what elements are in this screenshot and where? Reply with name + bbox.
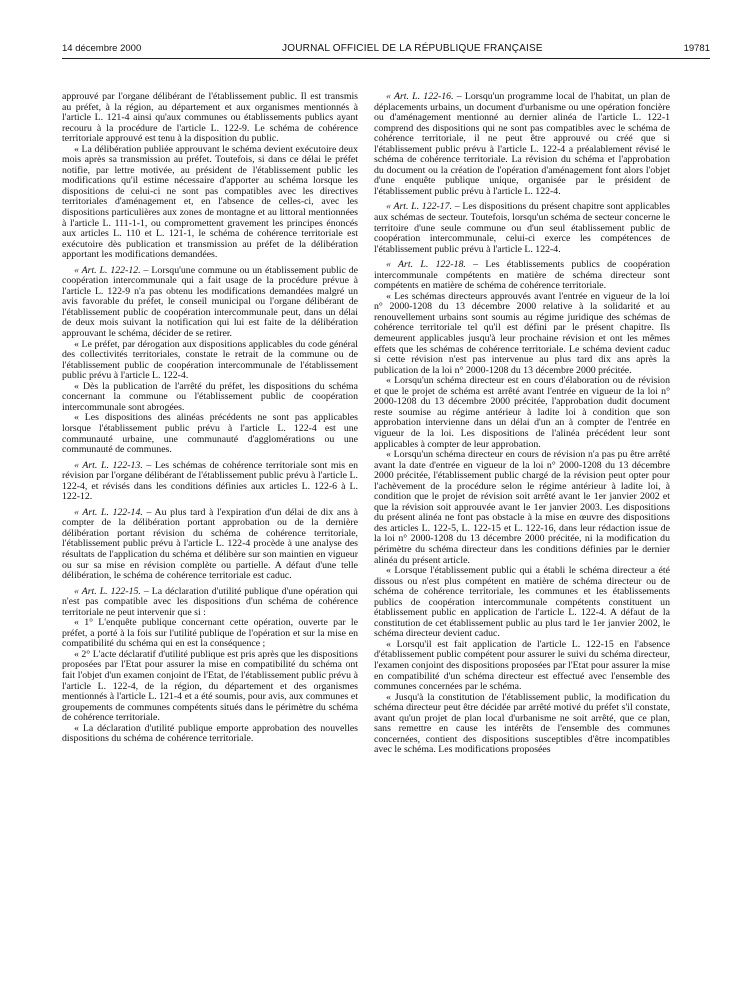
paragraph [374,260,670,292]
paragraph [374,693,670,756]
paragraph [62,587,358,619]
paragraph-text: – Lorsqu'une commune ou un établissement public de coopération intercommunale qui a fait usage de la procédure prévue à l'article L. 122-9 n'a pas obtenu les modifications demandées malgré un avis favorable du préfet, le conseil municipal ou l'organe délibérant de l'établissement public de coopération intercommunale peut, dans un délai de deux mois suivant la notification qui lui est faite de la délibération approuvant le schéma, décider de se retirer. [62,264,359,340]
paragraph-text: – Lorsqu'un programme local de l'habitat, un plan de déplacements urbains, un document d'urbanisme ou une opération foncière ou d'aménagement mentionné au dernier alinéa de l'article L. 122-1 comprend des dispositions qui ne sont pas compatibles avec le schéma de cohérence territoriale, il ne peut être approuvé ou créé que si l'établissement public prévu à l'article L. 122-4 a préalablement révisé le schéma de cohérence territoriale. La révision du schéma et l'approbation du document ou la création de l'opération d'aménagement font alors l'objet d'une enquête publique unique, organisée par le président de l'établissement public prévu à l'article L. 122-4. [374,91,670,197]
paragraph-text: « Dès la publication de l'arrêté du préfet, les dispositions du schéma concernant la commune ou l'établissement public de coopération intercommunale sont abrogées. [62,380,358,413]
paragraph [374,376,670,450]
paragraph [62,413,358,455]
article-number: « Art. L. 122-17. [386,201,453,213]
paragraph-text: « Les schémas directeurs approuvés avant l'entrée en vigueur de la loi n° 2000-1208 du 13 décembre 2000 relative à la solidarité et au renouvellement urbains sont soumis au régime juridique des schémas de cohérence territoriale tel qu'il est défini par le présent chapitre. Ils demeurent applicables jusqu'à leur prochaine révision et ont les mêmes effets que les schémas de cohérence territoriale. Le schéma devient caduc si cette révision n'est pas intervenue au plus tard dix ans après la publication de la loi n° 2000-1208 du 13 décembre 2000 précitée. [374,290,670,376]
paragraph-text: « La déclaration d'utilité publique emporte approbation des nouvelles dispositions du schéma de cohérence territoriale. [62,722,358,745]
paragraph [374,640,670,693]
article-number: « Art. L. 122-15. [74,585,141,597]
right-column [374,92,670,756]
paragraph-text: – Les dispositions du présent chapitre sont applicables aux schémas de secteur. Toutefois, lorsqu'un schéma de secteur concerne le territoire d'une seule commune ou d'un seul établissement public de coopération intercommunale, celui-ci exerce les compétences de l'établissement public prévu à l'article L. 122-4. [374,201,670,255]
paragraph [62,618,358,650]
paragraph-text: « La délibération publiée approuvant le schéma devient exécutoire deux mois après sa transmission au préfet. Toutefois, si dans ce délai le préfet notifie, par lettre motivée, au président de l'établissement public les modifications qu'il estime nécessaire d'apporter au schéma lorsque les dispositions de celui-ci ne sont pas compatibles avec les directives territoriales d'aménagement et, en l'absence de celles-ci, avec les dispositions particulières aux zones de montagne et au littoral mentionnées à l'article L. 111-1-1, ou compromettent gravement les principes énoncés aux articles L. 110 et L. 121-1, le schéma de cohérence territoriale est exécutoire dès publication et transmission au préfet de la délibération apportant les modifications demandées. [62,143,358,261]
paragraph [374,92,670,197]
paragraph [62,382,358,414]
paragraph-text: « Le préfet, par dérogation aux dispositions applicables du code général des collectivités territoriales, constate le retrait de la commune ou de l'établissement public de coopération intercommunale de l'établissement public prévu à l'article L. 122-4. [62,338,358,382]
paragraph [374,450,670,566]
paragraph-text: – Les établissements publics de coopération intercommunale compétents en matière de schéma directeur sont compétents en matière de schéma de cohérence territoriale. [374,259,670,292]
paragraph [62,650,358,724]
paragraph [374,566,670,640]
paragraph [374,202,670,255]
paragraph-text: « Lorsqu'un schéma directeur est en cours d'élaboration ou de révision et que le projet de schéma est arrêté avant l'entrée en vigueur de la loi n° 2000-1208 du 13 décembre 2000 précitée, l'approbation dudit document reste soumise au régime antérieur à ladite loi à condition que son approbation intervienne dans un délai d'un an à compter de l'entrée en vigueur de la loi. Les dispositions de l'alinéa précédent leur sont applicables à compter de leur approbation. [374,375,670,450]
header-rule [62,58,710,59]
paragraph-text: « Lorsqu'il est fait application de l'article L. 122-15 en l'absence d'établissement public compétent pour assurer le suivi du schéma directeur, l'examen conjoint des dispositions proposées par l'Etat pour assurer la mise en compatibilité d'un schéma directeur est effectué avec l'ensemble des communes concernées par le schéma. [374,638,670,693]
page-number: 19781 [683,42,710,54]
paragraph [62,340,358,382]
paragraph [62,508,358,582]
article-number: « Art. L. 122-14. [74,506,143,518]
paragraph-text: « 2° L'acte déclaratif d'utilité publique est pris après que les dispositions proposées par l'Etat pour assurer la mise en compatibilité du schéma ont fait l'objet d'un examen conjoint de l'Etat, de l'établissement public prévu à l'article L. 122-4, de la région, du département et des organismes mentionnés à l'article L. 121-4 et a été soumis, pour avis, aux communes et groupements de communes compétents situés dans le périmètre du schéma de cohérence territoriale. [62,648,358,724]
journal-title: JOURNAL OFFICIEL DE LA RÉPUBLIQUE FRANÇAISE [282,42,543,54]
paragraph [374,292,670,376]
paragraph [62,461,358,503]
article-number: « Art. L. 122-12. [74,264,141,276]
paragraph-text: – Au plus tard à l'expiration d'un délai de dix ans à compter de la délibération portant approbation ou de la dernière délibération portant révision du schéma de cohérence territoriale, l'établissement public prévu à l'article L. 122-4 procède à une analyse des résultats de l'application du schéma et délibère sur son maintien en vigueur ou sur sa mise en révision complète ou partielle. A défaut d'une telle délibération, le schéma de cohérence territoriale est caduc. [62,506,358,582]
paragraph-text: « 1° L'enquête publique concernant cette opération, ouverte par le préfet, a porté à la fois sur l'utilité publique de l'opération et sur la mise en compatibilité du schéma qui en est la conséquence ; [62,617,358,650]
paragraph-text: « Lorsque l'établissement public qui a établi le schéma directeur a été dissous ou n'est plus compétent en matière de schéma directeur ou de schéma de cohérence territoriale, les communes et les établissements publics de coopération intercommunale compétents constituent un établissement public en application de l'article L. 122-4. A défaut de la constitution de cet établissement public au plus tard le 1er janvier 2002, le schéma directeur devient caduc. [374,565,670,640]
left-column [62,92,358,745]
paragraph [62,92,358,145]
header-date: 14 décembre 2000 [62,42,142,54]
paragraph-text: « Les dispositions des alinéas précédents ne sont pas applicables lorsque l'établissement public prévu à l'article L. 122-4 est une communauté urbaine, une communauté d'agglomérations ou une communauté de communes. [62,412,358,456]
article-number: « Art. L. 122-13. [74,459,143,471]
paragraph-text: – Les schémas de cohérence territoriale sont mis en révision par l'organe délibérant de l'établissement public prévu à l'article L. 122-4, et révisés dans les conditions définies aux articles L. 122-6 à L. 122-12. [62,459,358,503]
paragraph-text: – La déclaration d'utilité publique d'une opération qui n'est pas compatible avec les dispositions d'un schéma de cohérence territoriale ne peut intervenir que si : [62,585,359,618]
page-header [62,40,710,56]
article-number: « Art. L. 122-16. [386,91,454,102]
paragraph-text: approuvé par l'organe délibérant de l'établissement public. Il est transmis au préfet, à la région, au département et aux organismes mentionnés à l'article L. 121-4 ainsi qu'aux communes ou établissements publics ayant recouru à la procédure de l'article L. 122-9. Le schéma de cohérence territoriale approuvé est tenu à la disposition du public. [62,91,358,145]
paragraph [62,145,358,261]
paragraph-text: « Jusqu'à la constitution de l'établissement public, la modification du schéma directeur peut être décidée par arrêté motivé du préfet s'il constate, avant qu'un projet de plan local d'urbanisme ne soit arrêté, que ce plan, sans remettre en cause les intérêts de l'ensemble des communes concernées, contient des dispositions susceptibles d'être incompatibles avec le schéma. Les modifications proposées [374,691,670,756]
paragraph [62,724,358,745]
paragraph-text: « Lorsqu'un schéma directeur en cours de révision n'a pas pu être arrêté avant la date d'entrée en vigueur de la loi n° 2000-1208 du 13 décembre 2000 précitée, l'établissement public chargé de la révision peut opter pour l'achèvement de la procédure selon le régime antérieur à ladite loi, à condition que le projet de révision soit arrêté avant le 1er janvier 2002 et que la révision soit approuvée avant le 1er janvier 2003. Les dispositions du présent alinéa ne font pas obstacle à la mise en œuvre des dispositions des articles L. 122-5, L. 122-15 et L. 122-16, dans leur rédaction issue de la loi n° 2000-1208 du 13 décembre 2000 précitée, ni la modification du périmètre du schéma directeur dans les conditions définies par le dernier alinéa du présent article. [374,449,670,566]
article-number: « Art. L. 122-18. [386,259,466,271]
paragraph [62,266,358,340]
